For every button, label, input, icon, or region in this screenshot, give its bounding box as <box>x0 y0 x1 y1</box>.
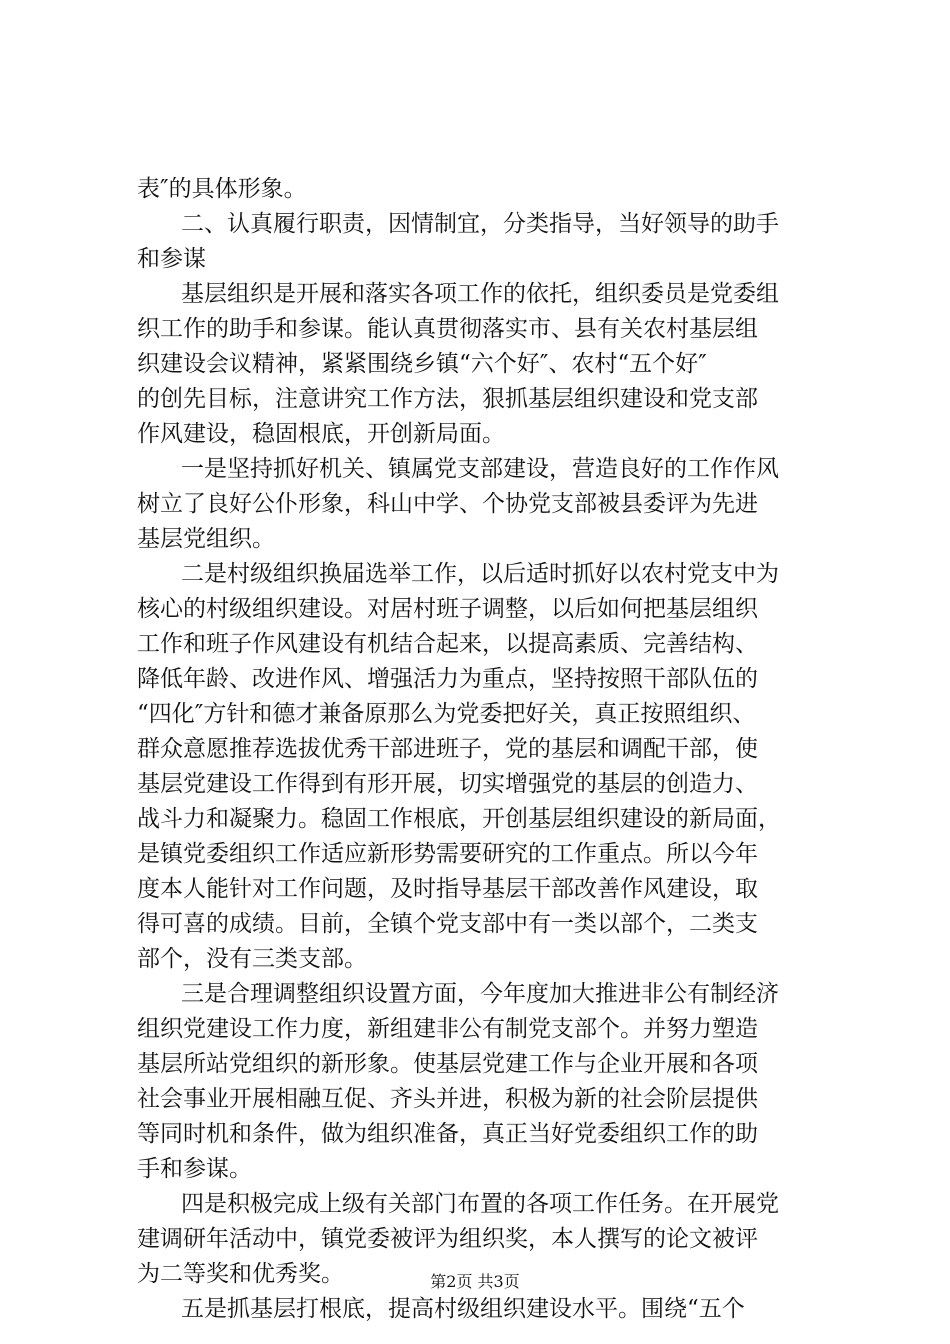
text-line: 基层党组织。 <box>137 526 275 552</box>
text-line: 织建设会议精神，紧紧围绕乡镇“六个好″、农村“五个好″ <box>137 351 707 377</box>
section-heading-line: 二、认真履行职责，因情制宜，分类指导，当好领导的助手 <box>181 211 779 237</box>
document-body <box>137 172 857 1327</box>
text-line: 部个，没有三类支部。 <box>137 946 367 972</box>
text-line: 为二等奖和优秀奖。 <box>137 1261 344 1287</box>
text-line: 组织党建设工作力度，新组建非公有制党支部个。并努力塑造 <box>137 1016 758 1042</box>
text-line: 五是抓基层打根底，提高村级组织建设水平。围绕“五个 <box>181 1296 745 1322</box>
text-line: 树立了良好公仆形象，科山中学、个协党支部被县委评为先进 <box>137 491 758 517</box>
text-line: 度本人能针对工作问题，及时指导基层干部改善作风建设，取 <box>137 876 758 902</box>
text-line: 手和参谋。 <box>137 1156 252 1182</box>
text-line: 战斗力和凝聚力。稳固工作根底，开创基层组织建设的新局面， <box>137 806 781 832</box>
text-line: 建调研年活动中，镇党委被评为组织奖，本人撰写的论文被评 <box>137 1226 758 1252</box>
text-line: 社会事业开展相融互促、齐头并进，积极为新的社会阶层提供 <box>137 1086 758 1112</box>
text-line: 的创先目标，注意讲究工作方法，狠抓基层组织建设和党支部 <box>137 386 758 412</box>
text-line: 四是积极完成上级有关部门布置的各项工作任务。在开展党 <box>181 1191 779 1217</box>
page-footer: 第2页 共3页 <box>430 1272 520 1291</box>
text-line: 表″的具体形象。 <box>137 176 307 202</box>
text-line: 作风建设，稳固根底，开创新局面。 <box>137 421 505 447</box>
text-line: 降低年龄、改进作风、增强活力为重点，坚持按照干部队伍的 <box>137 666 758 692</box>
text-line: 三是合理调整组织设置方面，今年度加大推进非公有制经济 <box>181 981 779 1007</box>
text-line: 等同时机和条件，做为组织准备，真正当好党委组织工作的助 <box>137 1121 758 1147</box>
text-line: 是镇党委组织工作适应新形势需要研究的工作重点。所以今年 <box>137 841 758 867</box>
section-heading-line: 和参谋 <box>137 246 206 272</box>
text-line: 织工作的助手和参谋。能认真贯彻落实市、县有关农村基层组 <box>137 316 758 342</box>
text-line: “四化″方针和德才兼备原那么为党委把好关，真正按照组织、 <box>137 701 756 727</box>
text-line: 得可喜的成绩。目前，全镇个党支部中有一类以部个，二类支 <box>137 911 758 937</box>
text-line: 群众意愿推荐选拔优秀干部进班子，党的基层和调配干部，使 <box>137 736 758 762</box>
text-line: 基层组织是开展和落实各项工作的依托，组织委员是党委组 <box>181 281 779 307</box>
text-line: 核心的村级组织建设。对居村班子调整，以后如何把基层组织 <box>137 596 758 622</box>
text-line: 一是坚持抓好机关、镇属党支部建设，营造良好的工作作风 <box>181 456 779 482</box>
text-line: 基层所站党组织的新形象。使基层党建工作与企业开展和各项 <box>137 1051 758 1077</box>
text-line: 基层党建设工作得到有形开展，切实增强党的基层的创造力、 <box>137 771 758 797</box>
text-line: 二是村级组织换届选举工作，以后适时抓好以农村党支中为 <box>181 561 779 587</box>
text-line: 工作和班子作风建设有机结合起来，以提高素质、完善结构、 <box>137 631 758 657</box>
